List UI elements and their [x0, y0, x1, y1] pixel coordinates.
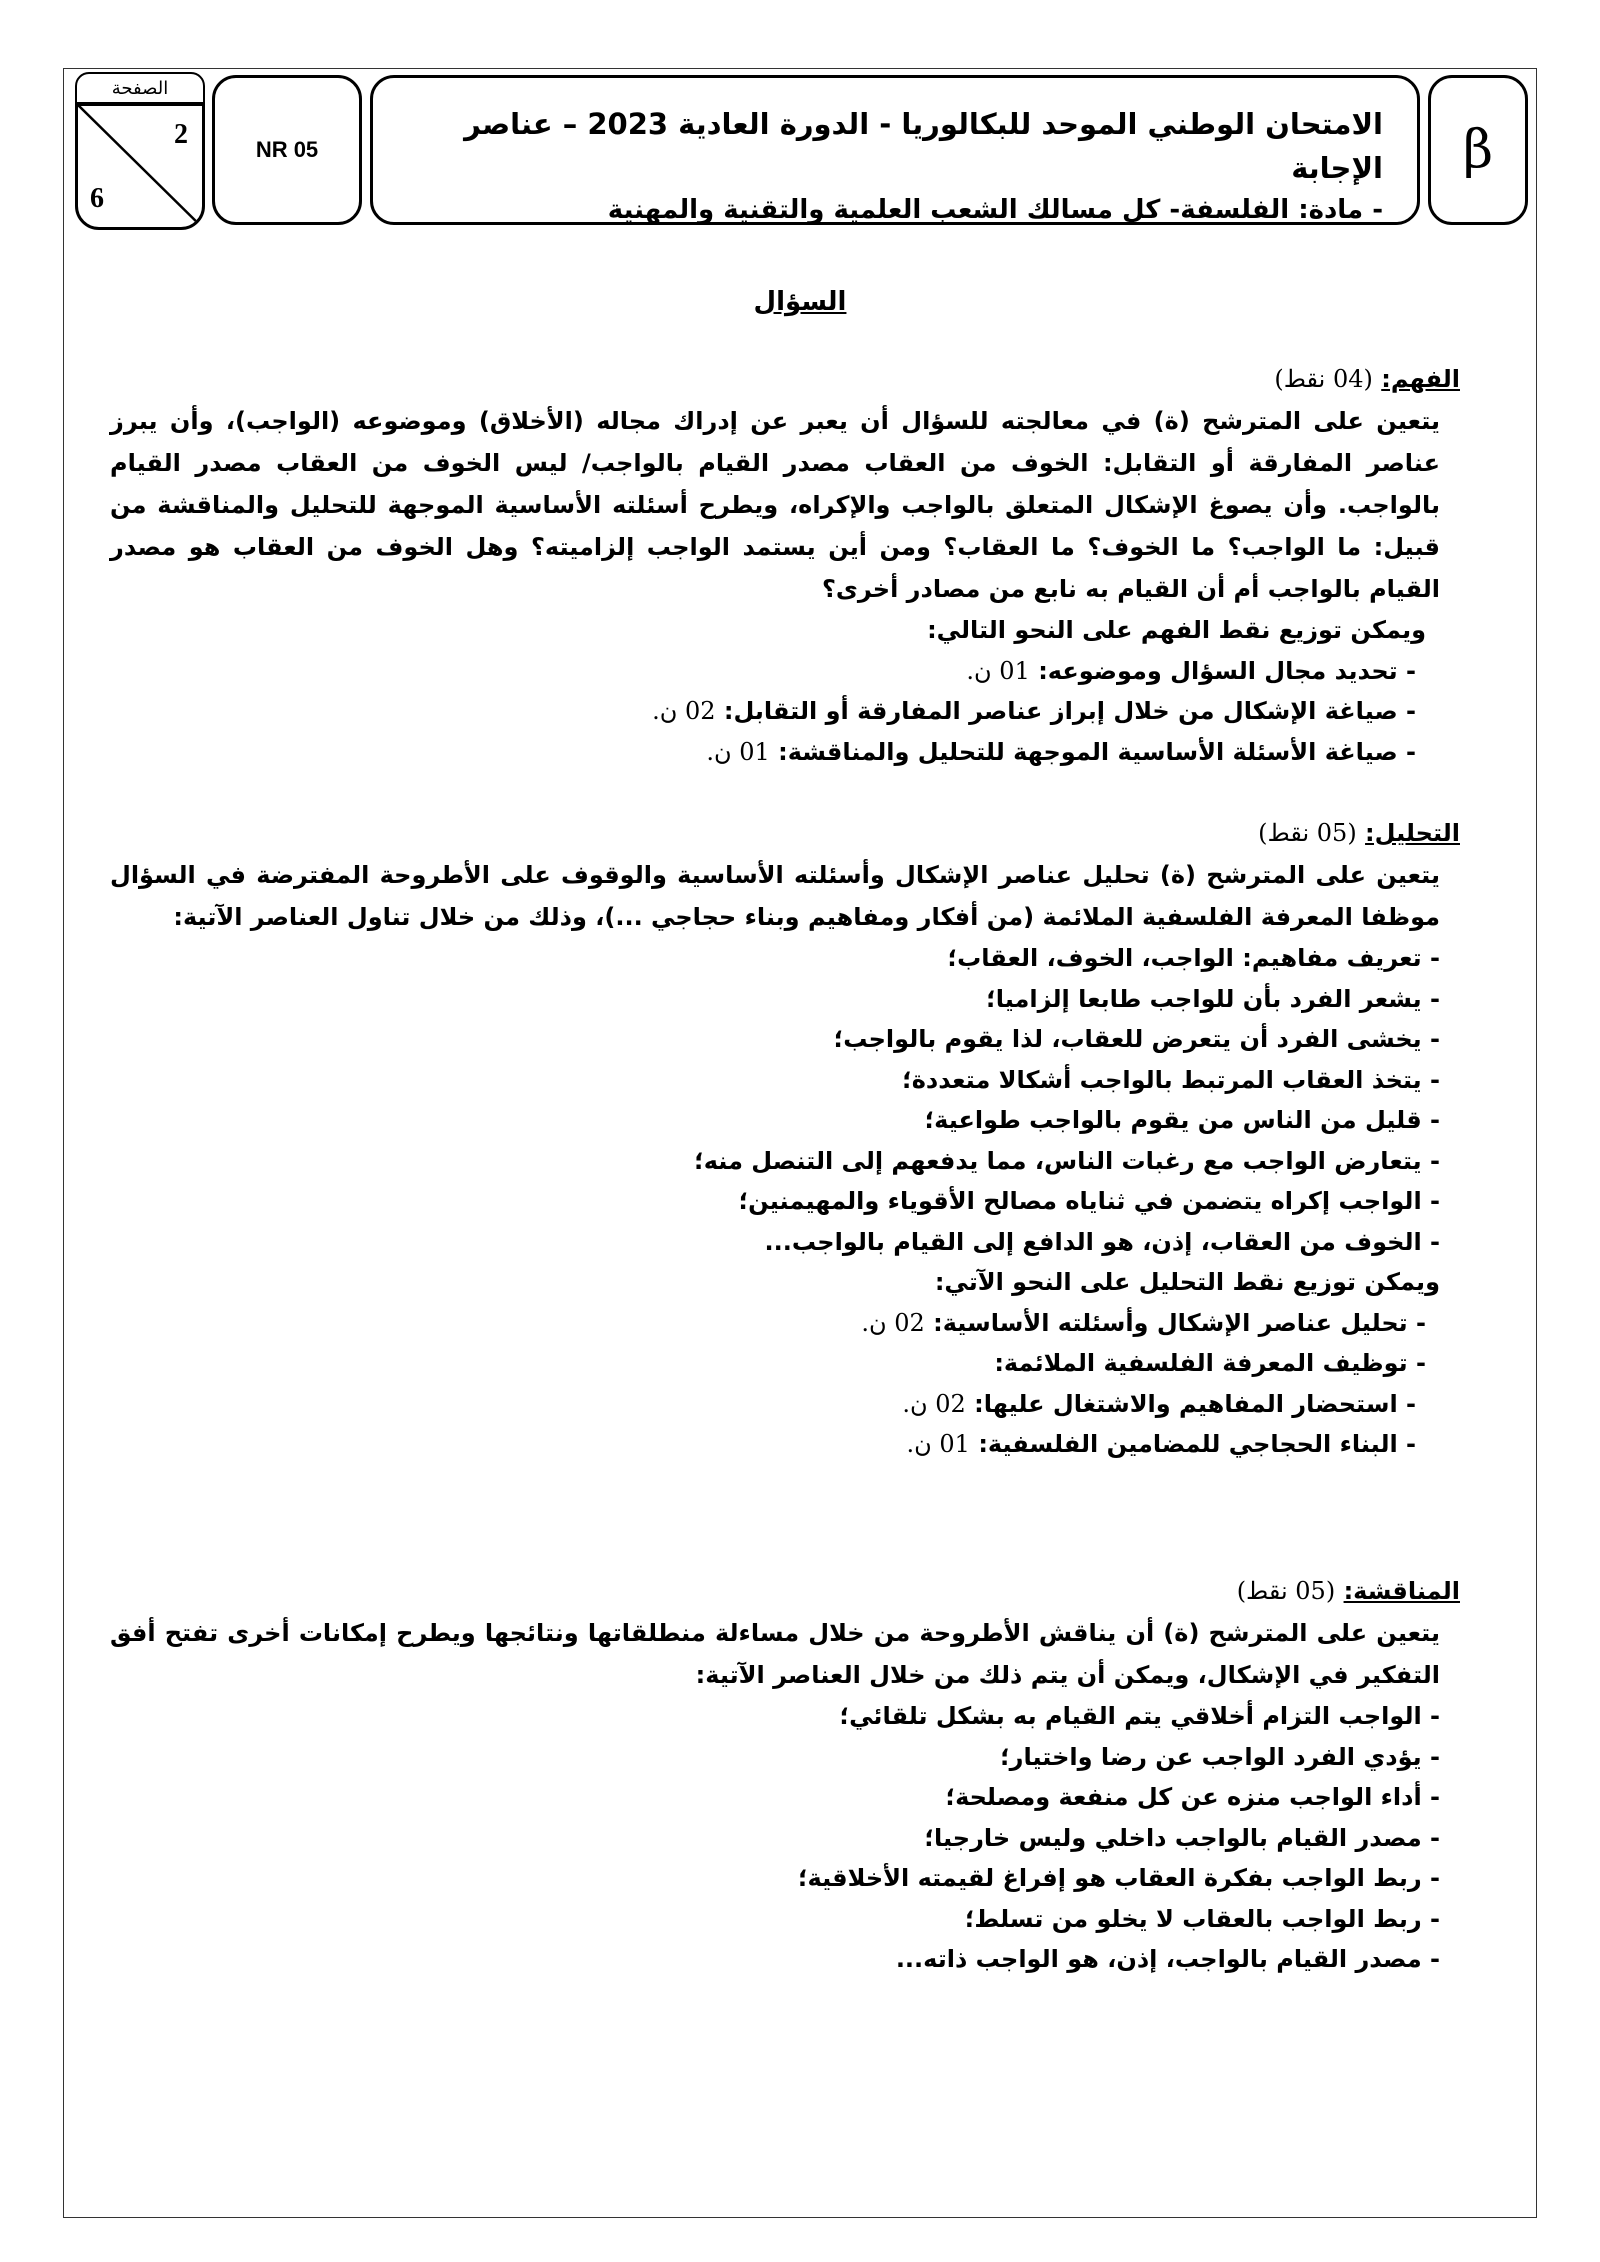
section-paragraph: يتعين على المترشح (ة) أن يناقش الأطروحة من خلال مساءلة منطلقاتها ونتائجها ويطرح إمكانات أخرى تفتح أفق التفكير في الإشكال، ويمكن أن يتم ذلك من خلال العناصر الآتية: — [110, 1619, 1440, 1689]
list-item: - البناء الحجاجي للمضامين الفلسفية: 01 ن. — [906, 1430, 1416, 1458]
list-item: - يشعر الفرد بأن للواجب طابعا إلزاميا؛ — [986, 984, 1440, 1013]
list-item: - قليل من الناس من يقوم بالواجب طواعية؛ — [924, 1106, 1440, 1134]
distribution-intro: ويمكن توزيع نقط الفهم على النحو التالي: — [927, 616, 1426, 644]
list-item: - مصدر القيام بالواجب، إذن، هو الواجب ذاته... — [895, 1945, 1440, 1973]
section-analysis — [110, 812, 1460, 1465]
exam-subject: - مادة: الفلسفة- كل مسالك الشعب العلمية والتقنية والمهنية — [607, 195, 1383, 225]
list-item: - صياغة الأسئلة الأساسية الموجهة للتحليل والمناقشة: 01 ن. — [706, 737, 1416, 766]
list-item: - يتخذ العقاب المرتبط بالواجب أشكالا متعددة؛ — [902, 1065, 1440, 1094]
list-item: - تحديد مجال السؤال وموضوعه: 01 ن. — [966, 656, 1416, 685]
list-item: - تعريف مفاهيم: الواجب، الخوف، العقاب؛ — [947, 944, 1440, 972]
exam-code-box — [212, 75, 362, 225]
list-item: - استحضار المفاهيم والاشتغال عليها: 02 ن. — [902, 1389, 1416, 1418]
list-item: - الواجب إكراه يتضمن في ثناياه مصالح الأقوياء والمهيمنين؛ — [738, 1187, 1440, 1215]
question-title: السؤال — [753, 287, 847, 317]
section-heading: التحليل: (05 نقط) — [1258, 819, 1460, 847]
page-current: 2 — [174, 119, 188, 150]
list-item: - تحليل عناصر الإشكال وأسئلته الأساسية: 02 ن. — [861, 1308, 1426, 1337]
page-total: 6 — [90, 183, 104, 214]
section-understanding — [110, 358, 1460, 772]
exam-title: الامتحان الوطني الموحد للبكالوريا - الدورة العادية 2023 – عناصر الإجابة — [464, 107, 1383, 185]
page-label: الصفحة — [75, 72, 205, 106]
list-item: - يخشى الفرد أن يتعرض للعقاب، لذا يقوم بالواجب؛ — [833, 1025, 1440, 1053]
section-discussion — [110, 1570, 1460, 1980]
exam-code: NR 05 — [255, 137, 319, 162]
page-counter — [75, 102, 205, 230]
section-heading: الفهم: (04 نقط) — [1274, 365, 1460, 393]
list-item: - ربط الواجب بفكرة العقاب هو إفراغ لقيمته الأخلاقية؛ — [797, 1864, 1440, 1892]
list-item: - مصدر القيام بالواجب داخلي وليس خارجيا؛ — [924, 1823, 1440, 1852]
list-item: - صياغة الإشكال من خلال إبراز عناصر المفارقة أو التقابل: 02 ن. — [652, 697, 1416, 725]
page-number-box — [75, 72, 205, 230]
exam-title-box — [370, 75, 1420, 225]
section-paragraph: يتعين على المترشح (ة) في معالجته للسؤال أن يعبر عن إدراك مجاله (الأخلاق) وموضوعه (الواجب)، وأن يبرز عناصر المفارقة أو التقابل: الخوف من العقاب مصدر القيام بالواجب/ ليس الخوف من العقاب مصدر القيام بالواجب. وأن يصوغ الإشكال المتعلق بالواجب والإكراه، ويطرح أسئلته الأساسية الموجهة للتحليل والمناقشة من قبيل: ما الواجب؟ ما الخوف؟ ما العقاب؟ ومن أين يستمد الواجب إلزاميته؟ وهل الخوف من العقاب هو مصدر القيام بالواجب أم أن القيام به نابع من مصادر أخرى؟ — [110, 407, 1440, 603]
distribution-intro: ويمكن توزيع نقط التحليل على النحو الآتي: — [934, 1268, 1440, 1296]
section-heading: المناقشة: (05 نقط) — [1236, 1577, 1460, 1605]
list-item: - الخوف من العقاب، إذن، هو الدافع إلى القيام بالواجب... — [764, 1227, 1440, 1256]
list-item: - أداء الواجب منزه عن كل منفعة ومصلحة؛ — [945, 1783, 1440, 1811]
list-item: - يتعارض الواجب مع رغبات الناس، مما يدفعهم إلى التنصل منه؛ — [694, 1146, 1440, 1175]
list-item: - ربط الواجب بالعقاب لا يخلو من تسلط؛ — [964, 1904, 1440, 1933]
list-item: - الواجب التزام أخلاقي يتم القيام به بشكل تلقائي؛ — [839, 1702, 1440, 1730]
list-item: - يؤدي الفرد الواجب عن رضا واختيار؛ — [1000, 1742, 1440, 1771]
list-item: - توظيف المعرفة الفلسفية الملائمة: — [994, 1349, 1426, 1377]
section-paragraph: يتعين على المترشح (ة) تحليل عناصر الإشكال وأسئلته الأساسية والوقوف على الأطروحة المفترضة في السؤال موظفا المعرفة الفلسفية الملائمة (من أفكار ومفاهيم وبناء حجاجي ...)، وذلك من خلال تناول العناصر الآتية: — [110, 861, 1440, 931]
series-symbol-box — [1428, 75, 1528, 225]
series-symbol: β — [1462, 120, 1494, 180]
